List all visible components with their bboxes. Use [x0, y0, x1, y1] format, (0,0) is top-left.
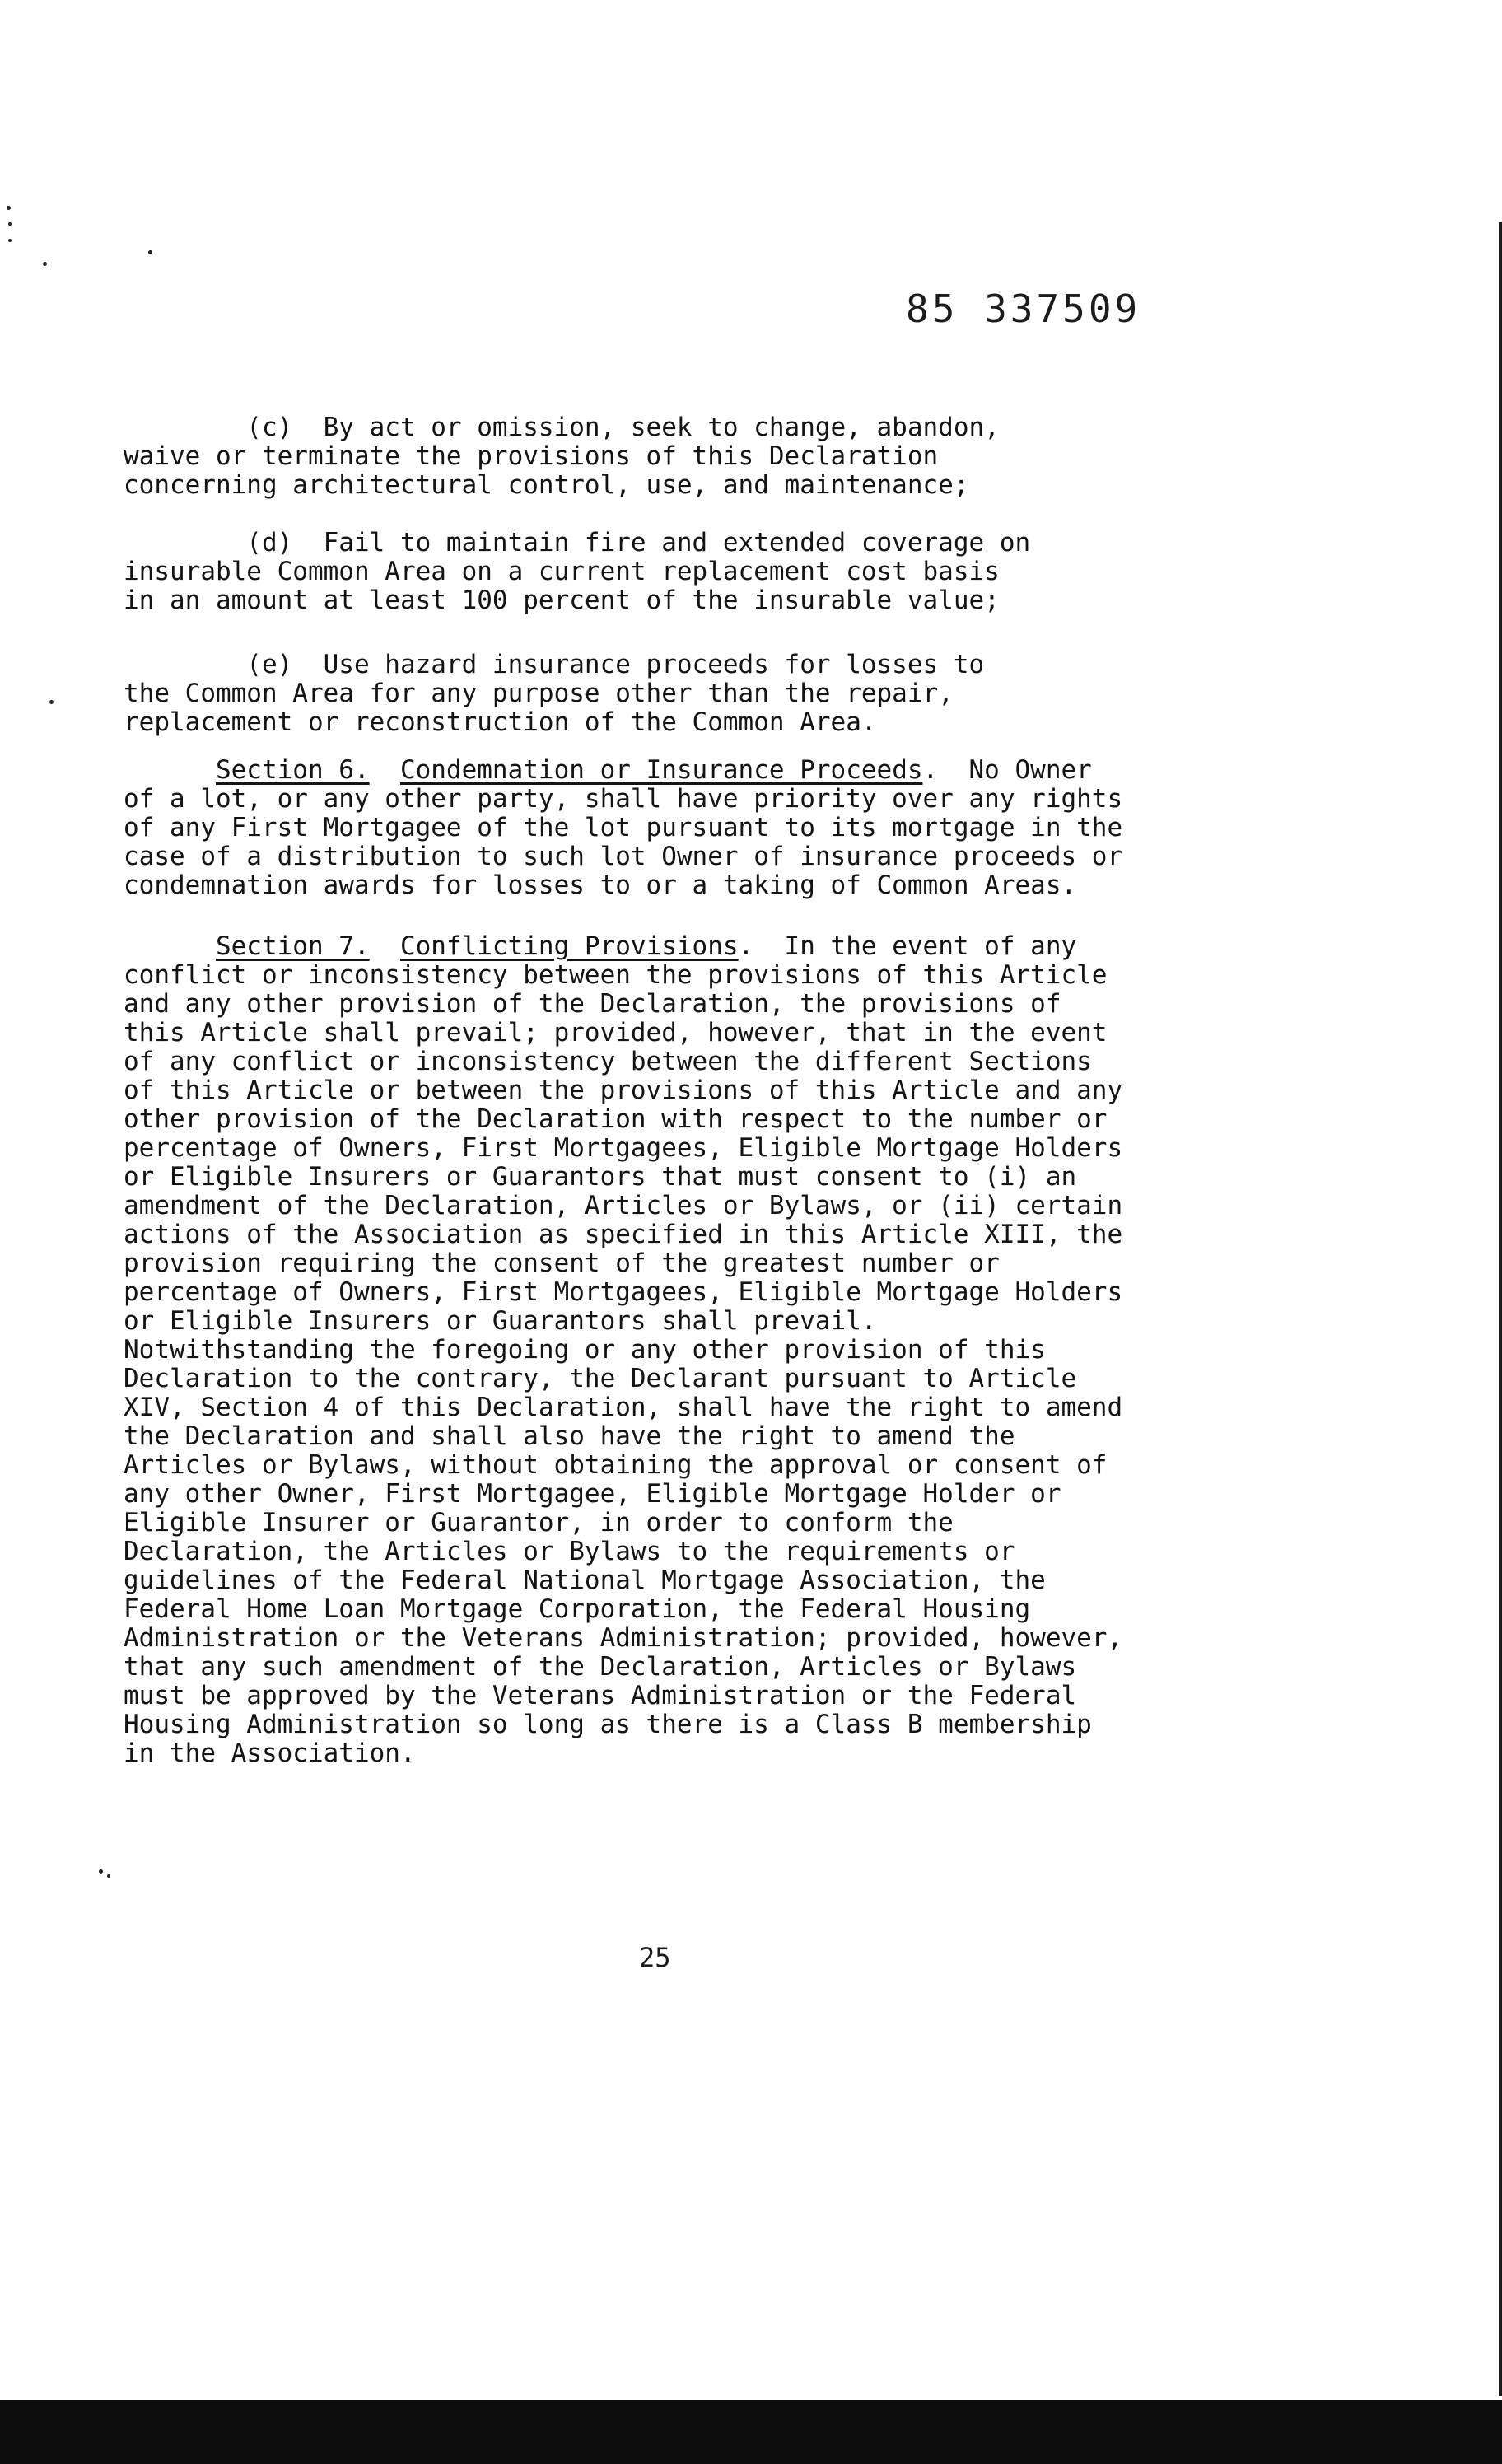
text-line: Notwithstanding the foregoing or any other provision of this: [124, 1335, 1046, 1365]
section-6-first-line-rest: . No Owner: [922, 755, 1092, 785]
text-line: case of a distribution to such lot Owner of insurance proceeds or: [124, 842, 1123, 871]
text-line: percentage of Owners, First Mortgagees, Eligible Mortgage Holders: [124, 1277, 1123, 1307]
text-line: waive or terminate the provisions of this Declaration: [124, 441, 939, 471]
text-line: in an amount at least 100 percent of the insurable value;: [124, 586, 1000, 615]
section-7-first-line-rest: . In the event of any: [738, 931, 1077, 961]
text-line: other provision of the Declaration with respect to the number or: [124, 1104, 1108, 1134]
scan-speck: [107, 1874, 110, 1878]
text-line: Housing Administration so long as there is a Class B membership: [124, 1710, 1092, 1739]
section-7: [124, 932, 1243, 1768]
text-line: the Declaration and shall also have the right to amend the: [124, 1421, 1015, 1451]
paragraph-e: [124, 651, 1243, 737]
section-7-heading: Section 7.: [215, 931, 370, 961]
text-line: Federal Home Loan Mortgage Corporation, the Federal Housing: [124, 1594, 1031, 1624]
text-line: (e) Use hazard insurance proceeds for losses to: [124, 650, 985, 679]
text-line: in the Association.: [124, 1738, 416, 1768]
section-6-first-line: [124, 756, 1243, 785]
text-line: concerning architectural control, use, and maintenance;: [124, 470, 969, 500]
scan-edge-right: [1499, 222, 1502, 2396]
scan-speck: [148, 250, 152, 254]
paragraph-d: [124, 529, 1243, 615]
gap: [370, 931, 400, 961]
section-6: [124, 756, 1243, 900]
section-6-title: Condemnation or Insurance Proceeds: [399, 755, 923, 785]
text-line: actions of the Association as specified in this Article XIII, the: [124, 1220, 1123, 1249]
text-line: provision requiring the consent of the greatest number or: [124, 1248, 1000, 1278]
text-line: that any such amendment of the Declaration, Articles or Bylaws: [124, 1652, 1077, 1682]
text-line: insurable Common Area on a current replacement cost basis: [124, 557, 1000, 586]
text-line: or Eligible Insurers or Guarantors shall prevail.: [124, 1306, 877, 1336]
text-line: percentage of Owners, First Mortgagees, Eligible Mortgage Holders: [124, 1133, 1123, 1163]
text-line: of this Article or between the provisions of this Article and any: [124, 1076, 1123, 1105]
text-line: Declaration to the contrary, the Declarant pursuant to Article: [124, 1364, 1077, 1393]
scan-speck: [43, 262, 47, 266]
scan-edge-bottom: [0, 2400, 1502, 2464]
text-line: of any First Mortgagee of the lot pursuant to its mortgage in the: [124, 813, 1123, 842]
indent: [124, 755, 216, 785]
text-line: Articles or Bylaws, without obtaining the approval or consent of: [124, 1450, 1108, 1480]
document-number: 85 337509: [906, 287, 1141, 331]
text-line: and any other provision of the Declaration, the provisions of: [124, 989, 1061, 1019]
gap: [370, 755, 400, 785]
page-number: 25: [639, 1942, 671, 1973]
text-line: XIV, Section 4 of this Declaration, shall have the right to amend: [124, 1393, 1123, 1422]
text-line: of any conflict or inconsistency between the different Sections: [124, 1047, 1092, 1076]
text-line: this Article shall prevail; provided, however, that in the event: [124, 1018, 1108, 1048]
text-line: any other Owner, First Mortgagee, Eligible Mortgage Holder or: [124, 1479, 1061, 1509]
scan-speck: [49, 700, 54, 704]
scan-speck: [99, 1869, 103, 1874]
text-line: (c) By act or omission, seek to change, abandon,: [124, 413, 1000, 442]
scan-speck: [8, 222, 12, 226]
text-line: or Eligible Insurers or Guarantors that must consent to (i) an: [124, 1162, 1077, 1192]
paragraph-c: [124, 413, 1243, 500]
scan-speck: [8, 239, 12, 242]
text-line: (d) Fail to maintain fire and extended coverage on: [124, 528, 1031, 558]
text-line: must be approved by the Veterans Administration or the Federal: [124, 1681, 1077, 1710]
section-7-first-line: [124, 932, 1243, 961]
text-line: replacement or reconstruction of the Common Area.: [124, 707, 877, 737]
text-line: condemnation awards for losses to or a taking of Common Areas.: [124, 870, 1077, 900]
text-line: Eligible Insurer or Guarantor, in order to conform the: [124, 1508, 954, 1538]
section-7-title: Conflicting Provisions: [399, 931, 739, 961]
text-line: conflict or inconsistency between the provisions of this Article: [124, 960, 1108, 990]
text-line: Administration or the Veterans Administration; provided, however,: [124, 1623, 1123, 1653]
text-line: of a lot, or any other party, shall have priority over any rights: [124, 784, 1123, 814]
text-line: the Common Area for any purpose other than the repair,: [124, 679, 954, 708]
text-line: Declaration, the Articles or Bylaws to the requirements or: [124, 1537, 1015, 1566]
text-line: amendment of the Declaration, Articles or Bylaws, or (ii) certain: [124, 1191, 1123, 1220]
scan-speck: [7, 206, 11, 210]
indent: [124, 931, 216, 961]
text-line: guidelines of the Federal National Mortgage Association, the: [124, 1566, 1046, 1595]
section-6-heading: Section 6.: [215, 755, 370, 785]
